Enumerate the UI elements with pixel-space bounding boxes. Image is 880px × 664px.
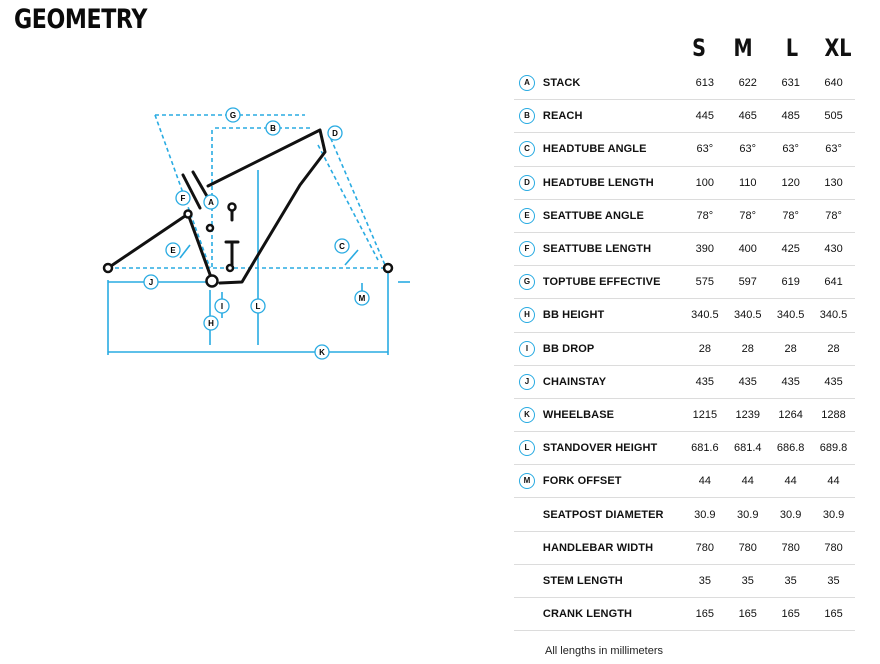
footnote: All lengths in millimeters (545, 645, 663, 657)
row-badge: B (519, 108, 535, 124)
row-label: BB DROP (543, 332, 684, 365)
row-value-m: 780 (726, 531, 769, 564)
row-badge-cell (514, 299, 543, 332)
table-row (514, 531, 855, 564)
row-badge: G (519, 274, 535, 290)
svg-text:C: C (339, 242, 345, 251)
row-value-m: 622 (726, 67, 769, 100)
row-value-xl: 689.8 (812, 432, 855, 465)
row-value-s: 575 (683, 266, 726, 299)
row-value-s: 780 (683, 531, 726, 564)
table-row (514, 232, 855, 265)
row-value-m: 165 (726, 598, 769, 631)
row-badge: C (519, 141, 535, 157)
row-badge: I (519, 341, 535, 357)
table-row (514, 133, 855, 166)
row-value-l: 425 (769, 232, 812, 265)
row-value-xl: 35 (812, 564, 855, 597)
row-label: SEATTUBE ANGLE (543, 199, 684, 232)
row-value-s: 30.9 (683, 498, 726, 531)
row-value-s: 1215 (683, 398, 726, 431)
row-badge: D (519, 175, 535, 191)
row-value-l: 340.5 (769, 299, 812, 332)
table-row (514, 266, 855, 299)
table-row (514, 166, 855, 199)
row-value-s: 44 (683, 465, 726, 498)
svg-text:I: I (220, 302, 224, 311)
diagram-label-g (226, 108, 240, 122)
row-value-s: 78° (683, 199, 726, 232)
size-header-l: L (785, 34, 799, 62)
row-badge-cell (514, 432, 543, 465)
bike-geometry-diagram (95, 95, 420, 370)
row-value-s: 63° (683, 133, 726, 166)
row-label: FORK OFFSET (543, 465, 684, 498)
row-badge-cell (514, 465, 543, 498)
row-value-l: 485 (769, 100, 812, 133)
svg-text:M: M (358, 294, 366, 303)
row-value-s: 28 (683, 332, 726, 365)
row-value-xl: 1288 (812, 398, 855, 431)
row-label: HEADTUBE LENGTH (543, 166, 684, 199)
row-value-xl: 130 (812, 166, 855, 199)
svg-text:B: B (270, 124, 276, 133)
size-header-xl: XL (824, 34, 852, 62)
row-value-s: 35 (683, 564, 726, 597)
row-badge-cell (514, 332, 543, 365)
row-value-m: 110 (726, 166, 769, 199)
row-value-m: 30.9 (726, 498, 769, 531)
table-row (514, 199, 855, 232)
table-row (514, 332, 855, 365)
row-value-m: 63° (726, 133, 769, 166)
svg-text:E: E (170, 246, 176, 255)
svg-text:J: J (148, 278, 154, 287)
row-value-l: 435 (769, 365, 812, 398)
row-label: WHEELBASE (543, 398, 684, 431)
row-value-xl: 63° (812, 133, 855, 166)
row-label: SEATTUBE LENGTH (543, 232, 684, 265)
table-row (514, 564, 855, 597)
table-row (514, 498, 855, 531)
row-value-s: 435 (683, 365, 726, 398)
row-value-m: 78° (726, 199, 769, 232)
row-value-m: 400 (726, 232, 769, 265)
row-value-m: 435 (726, 365, 769, 398)
row-value-m: 465 (726, 100, 769, 133)
row-value-l: 619 (769, 266, 812, 299)
row-badge-cell (514, 598, 543, 631)
row-value-xl: 640 (812, 67, 855, 100)
row-badge: E (519, 208, 535, 224)
diagram-label-a (204, 195, 218, 209)
row-badge: H (519, 307, 535, 323)
row-value-l: 686.8 (769, 432, 812, 465)
row-value-l: 780 (769, 531, 812, 564)
row-label: TOPTUBE EFFECTIVE (543, 266, 684, 299)
diagram-label-d (328, 126, 342, 140)
diagram-label-j (144, 275, 158, 289)
row-label: STANDOVER HEIGHT (543, 432, 684, 465)
row-value-l: 28 (769, 332, 812, 365)
row-badge: M (519, 473, 535, 489)
diagram-label-b (266, 121, 280, 135)
row-value-s: 100 (683, 166, 726, 199)
diagram-label-i (215, 299, 229, 313)
table-row (514, 67, 855, 100)
row-badge-cell (514, 199, 543, 232)
row-value-m: 28 (726, 332, 769, 365)
svg-text:G: G (229, 111, 237, 120)
row-value-xl: 641 (812, 266, 855, 299)
row-value-s: 390 (683, 232, 726, 265)
row-value-xl: 435 (812, 365, 855, 398)
row-value-l: 120 (769, 166, 812, 199)
row-value-m: 340.5 (726, 299, 769, 332)
row-value-s: 681.6 (683, 432, 726, 465)
row-value-l: 165 (769, 598, 812, 631)
row-value-l: 78° (769, 199, 812, 232)
row-value-xl: 430 (812, 232, 855, 265)
row-value-xl: 505 (812, 100, 855, 133)
svg-text:A: A (208, 198, 214, 207)
diagram-label-k (315, 345, 329, 359)
row-value-s: 613 (683, 67, 726, 100)
row-value-xl: 28 (812, 332, 855, 365)
row-badge-cell (514, 100, 543, 133)
row-value-s: 445 (683, 100, 726, 133)
size-header-s: S (692, 34, 706, 62)
page-title: GEOMETRY (14, 4, 147, 35)
row-value-xl: 78° (812, 199, 855, 232)
row-badge-cell (514, 498, 543, 531)
row-value-l: 44 (769, 465, 812, 498)
table-row (514, 432, 855, 465)
row-badge-cell (514, 67, 543, 100)
row-value-xl: 340.5 (812, 299, 855, 332)
row-badge-cell (514, 166, 543, 199)
row-value-s: 165 (683, 598, 726, 631)
row-badge-cell (514, 564, 543, 597)
row-value-m: 35 (726, 564, 769, 597)
diagram-label-m (355, 291, 369, 305)
row-badge: A (519, 75, 535, 91)
size-header-m: M (733, 34, 753, 62)
row-badge-cell (514, 531, 543, 564)
row-label: STACK (543, 67, 684, 100)
diagram-label-l (251, 299, 265, 313)
row-value-m: 44 (726, 465, 769, 498)
row-label: HEADTUBE ANGLE (543, 133, 684, 166)
svg-text:D: D (332, 129, 338, 138)
diagram-label-h (204, 316, 218, 330)
table-row (514, 465, 855, 498)
svg-text:L: L (255, 302, 261, 311)
table-row (514, 598, 855, 631)
svg-text:K: K (319, 348, 325, 357)
diagram-label-e (166, 243, 180, 257)
diagram-label-f (176, 191, 190, 205)
row-value-l: 30.9 (769, 498, 812, 531)
row-value-m: 597 (726, 266, 769, 299)
row-badge-cell (514, 133, 543, 166)
row-value-xl: 44 (812, 465, 855, 498)
row-value-l: 35 (769, 564, 812, 597)
table-row (514, 365, 855, 398)
table-row (514, 100, 855, 133)
row-badge: J (519, 374, 535, 390)
row-value-l: 1264 (769, 398, 812, 431)
row-badge-cell (514, 365, 543, 398)
row-value-l: 63° (769, 133, 812, 166)
row-badge: L (519, 440, 535, 456)
row-label: BB HEIGHT (543, 299, 684, 332)
row-value-m: 1239 (726, 398, 769, 431)
row-badge-cell (514, 266, 543, 299)
row-value-m: 681.4 (726, 432, 769, 465)
row-value-s: 340.5 (683, 299, 726, 332)
table-row (514, 398, 855, 431)
svg-text:H: H (208, 319, 214, 328)
table-row (514, 299, 855, 332)
row-badge-cell (514, 398, 543, 431)
diagram-label-c (335, 239, 349, 253)
geometry-rows (514, 67, 855, 631)
row-badge: F (519, 241, 535, 257)
row-label: CRANK LENGTH (543, 598, 684, 631)
row-value-xl: 780 (812, 531, 855, 564)
row-label: REACH (543, 100, 684, 133)
row-value-l: 631 (769, 67, 812, 100)
row-label: STEM LENGTH (543, 564, 684, 597)
row-badge-cell (514, 232, 543, 265)
row-label: HANDLEBAR WIDTH (543, 531, 684, 564)
row-label: SEATPOST DIAMETER (543, 498, 684, 531)
row-value-xl: 30.9 (812, 498, 855, 531)
row-badge: K (519, 407, 535, 423)
row-value-xl: 165 (812, 598, 855, 631)
row-label: CHAINSTAY (543, 365, 684, 398)
svg-text:F: F (180, 194, 186, 203)
